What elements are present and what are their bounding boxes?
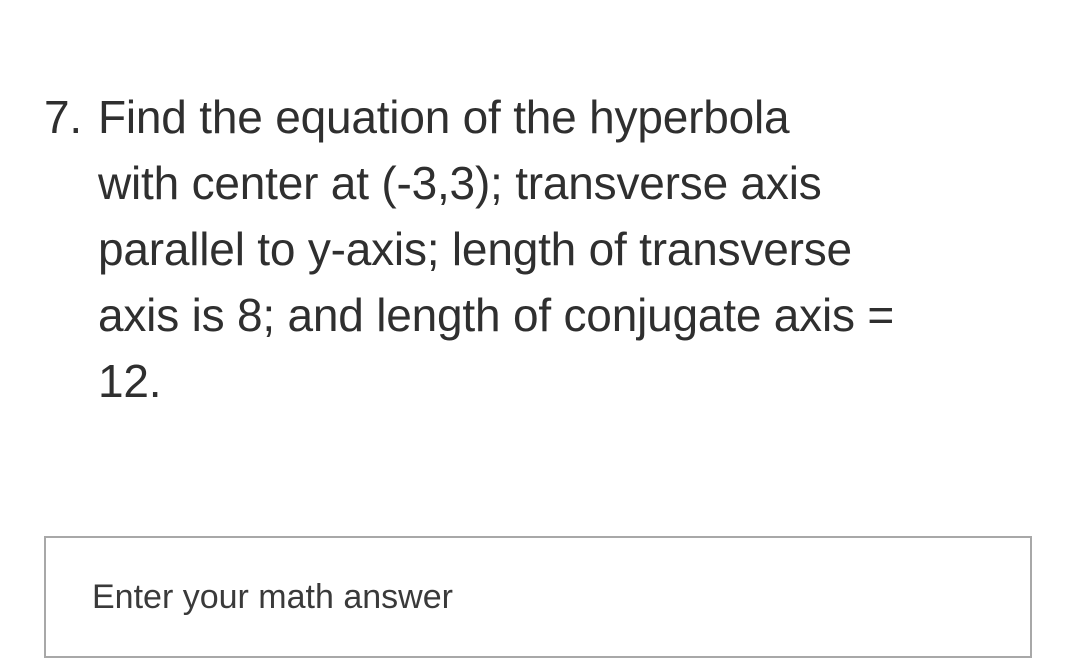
- math-answer-input[interactable]: [46, 538, 1030, 656]
- question-line: Find the equation of the hyperbola: [98, 91, 790, 143]
- question-line: 12.: [98, 355, 162, 407]
- question-text: [44, 84, 1044, 414]
- question-line: with center at (-3,3); transverse axis: [98, 157, 822, 209]
- question-number: 7.: [44, 91, 82, 143]
- answer-field-container: [44, 536, 1032, 658]
- question-line: parallel to y-axis; length of transverse: [98, 223, 852, 275]
- question-line: axis is 8; and length of conjugate axis =: [98, 289, 895, 341]
- question-body: [98, 84, 1044, 414]
